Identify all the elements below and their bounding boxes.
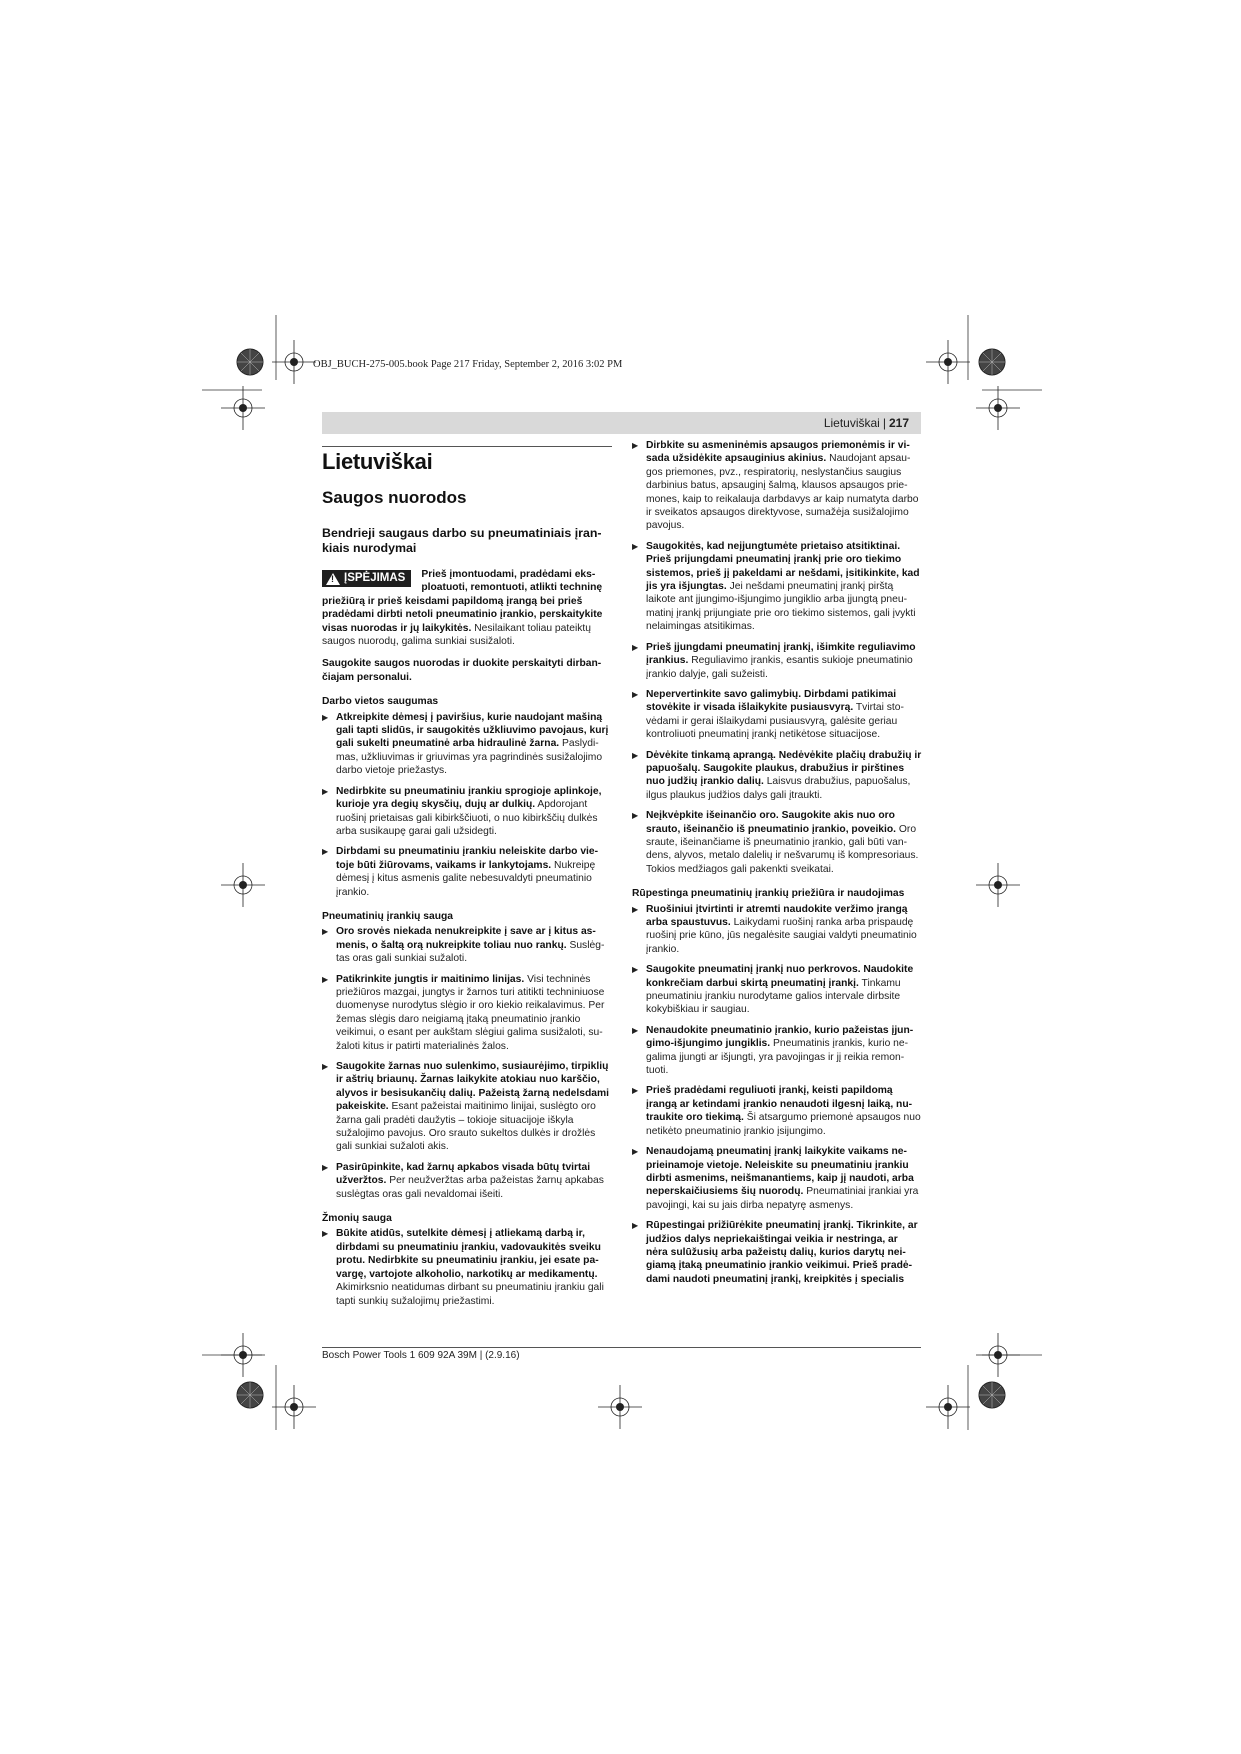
tool-care-heading: Rūpestinga pneumatinių įrankių priežiūra ir naudojimas xyxy=(632,888,905,900)
running-head-language: Lietuviškai xyxy=(823,416,880,430)
running-head xyxy=(322,412,921,434)
general-safety-heading: Bendrieji saugaus darbo su pneumatiniais įrankiais nurodymai xyxy=(322,526,602,555)
running-head-text xyxy=(824,416,909,430)
keep-instructions-text: Saugokite saugos nuorodas ir duokite perskaityti dirbančiajam personalui. xyxy=(322,658,602,683)
list-item: ▶ Dėvėkite tinkamą aprangą. Nedėvėkite plačių drabužių ir papuošalų. Saugokite plaukus, drabužius ir pirštines nuo judžių įrankio dalių. Laisvus drabužius, papuošalus, ilgus plaukus judžios dalys gali įtraukti. xyxy=(632,749,922,803)
warning-plain: Nesilaikant toliau pateiktų saugos nuorodų, galima sunkiai susižaloti. xyxy=(322,622,592,648)
list-item: ▶ Saugokite žarnas nuo sulenkimo, susiaurėjimo, tirpiklių ir aštrių briaunų. Žarnas laikykite atokiau nuo karščio, alyvos ir besisukančių dalių. Pažeistą žarną nedelsdami pakeiskite. Esant pažeistai maitinimo linijai, suslėgto oro žarna gali pradėti daužytis – tokioje situacijoje iškyla sužalojimo pavojus. Oro srauto sukeltos dulkės ir drožlės gali sunkiai sužaloti akis. xyxy=(322,1060,612,1154)
list-item: ▶ Pasirūpinkite, kad žarnų apkabos visada būtų tvirtai užveržtos. Per neužveržtas arba pažeistas žarnų apkabas suslėgtas oras gali nevaldomai išeiti. xyxy=(322,1161,612,1201)
warning-label: ĮSPĖJIMAS xyxy=(344,572,406,584)
list-item: ▶ Dirbkite su asmeninėmis apsaugos priemonėmis ir visada užsidėkite apsauginius akinius. Naudojant apsaugos priemones, pvz., respiratorių, neslystančius saugius darbinius batus, apsauginį šalmą, klausos apsaugos priemones, kaip to reikalauja darbdavys ar kaip numatyta darbo ir sveikatos apsaugos direktyvose, sumažėja susižalojimo pavojus. xyxy=(632,439,922,533)
warning-badge xyxy=(322,570,411,587)
workplace-list xyxy=(322,711,612,899)
list-item: ▶ Prieš įjungdami pneumatinį įrankį, išimkite reguliavimo įrankius. Reguliavimo įrankis, esantis sukioje pneumatinio įrankio dalyje, gali sužeisti. xyxy=(632,641,922,681)
pneumatic-safety-heading: Pneumatinių įrankių sauga xyxy=(322,910,454,922)
list-item: ▶ Patikrinkite jungtis ir maitinimo linijas. Visi techninės priežiūros mazgai, jungtys ir žarnos turi atitikti techniniuose duomenyse nurodytus slėgio ir oro kiekio reikalavimus. Per žemas slėgis daro neigiamą įtaką pneumatinio įrankio veikimui, o esant per aukštam slėgiui galima susižaloti, sužaloti kitus ir patirti materialinės žalos. xyxy=(322,973,612,1053)
list-item: ▶ Nedirbkite su pneumatiniu įrankiu sprogioje aplinkoje, kurioje yra degių skysčių, dujų ar dulkių. Apdorojant ruošinį prietaisas gali kibirkščiuoti, o nuo kibirkščių dulkės arba susikaupę garai gali užsidegti. xyxy=(322,785,612,839)
list-item: ▶ Ruošiniui įtvirtinti ir atremti naudokite veržimo įrangą arba spaustuvus. Laikydami ruošinį ranka arba prispaudę ruošinį prie kūno, jūs negalėsite saugiai valdyti pneumatinio įrankio. xyxy=(632,903,922,957)
section-title-safety: Saugos nuorodos xyxy=(322,488,467,507)
list-item: ▶ Prieš pradėdami reguliuoti įrankį, keisti papildomą įrangą ar ketindami įrankio nenaudoti ilgesnį laiką, nutraukite oro tiekimą. Ši atsargumo priemonė apsaugos nuo netikėto pneumatinio įrankio įsijungimo. xyxy=(632,1084,922,1138)
warning-bold: Prieš įmontuodami, pradėdami eksploatuoti, remontuoti, atlikti techninę priežiūrą ir prieš keisdami papildomą įrangą bei prieš pradėdami dirbti netoli pneumatinio įrankio, perskaitykite visas nuorodas ir jų laikykitės. xyxy=(322,569,603,634)
list-item: ▶ Atkreipkite dėmesį į paviršius, kurie naudojant mašiną gali tapti slidūs, ir saugokitės užkliuvimo pavojaus, kurį gali sukelti pneumatinė arba hidraulinė žarna. Paslydimas, užkliuvimas ir griuvimas yra pagrindinės susižalojimo darbo vietoje priežastys. xyxy=(322,711,612,778)
pneumatic-list xyxy=(322,925,612,1201)
warning-block xyxy=(322,568,612,648)
list-item: ▶ Nenaudokite pneumatinio įrankio, kurio pažeistas įjungimo-išjungimo jungiklis. Pneumatinis įrankis, kurio negalima įjungti ar išjungti, yra pavojingas ir jį reikia remontuoti. xyxy=(632,1024,922,1078)
list-item: ▶ Dirbdami su pneumatiniu įrankiu neleiskite darbo vietoje būti žiūrovams, vaikams ir lankytojams. Nukreipę dėmesį į kitus asmenis galite nebesuvaldyti pneumatinio įrankio. xyxy=(322,845,612,899)
list-item: ▶ Nenaudojamą pneumatinį įrankį laikykite vaikams neprieinamoje vietoje. Neleiskite su pneumatiniu įrankiu dirbti asmenims, neišmanantiems, kaip jį naudoti, arba neperskaičiusiems šių nuorodų. Pneumatiniai įrankiai yra pavojingi, kai su jais dirba nepatyrę asmenys. xyxy=(632,1145,922,1212)
list-item: ▶ Nepervertinkite savo galimybių. Dirbdami patikimai stovėkite ir visada išlaikykite pusiausvyrą. Tvirtai stovėdami ir gerai išlaikydami pusiausvyrą, galėsite geriau kontroliuoti pneumatinį įrankį netikėtose situacijose. xyxy=(632,688,922,742)
list-item: ▶ Neįkvėpkite išeinančio oro. Saugokite akis nuo oro srauto, išeinančio iš pneumatinio įrankio, poveikio. Oro sraute, išeinančiame iš pneumatinio įrankio, gali būti vandens, alyvos, metalo dalelių ir nešvarumų iš kompresoriaus. Tokios medžiagos gali pakenkti sveikatai. xyxy=(632,809,922,876)
list-item: ▶ Oro srovės niekada nenukreipkite į save ar į kitus asmenis, o šaltą orą nukreipkite toliau nuo rankų. Suslėgtas oras gali sunkiai sužaloti. xyxy=(322,925,612,965)
personal-safety-heading: Žmonių sauga xyxy=(322,1213,392,1225)
keep-instructions-note xyxy=(322,657,612,684)
list-item: ▶ Būkite atidūs, sutelkite dėmesį į atliekamą darbą ir, dirbdami su pneumatiniu įrankiu, vadovaukitės sveiku protu. Nedirbkite su pneumatiniu įrankiu, jei esate pavargę, vartojote alkoholio, narkotikų ar medikamentų. Akimirksnio neatidumas dirbant su pneumatiniu įrankiu gali tapti sunkių sužalojimų priežastimi. xyxy=(322,1227,612,1307)
footer-rule xyxy=(322,1347,921,1348)
page-title: Lietuviškai xyxy=(322,449,433,474)
personal-list xyxy=(322,1227,612,1307)
footer-text: Bosch Power Tools 1 609 92A 39M | (2.9.16) xyxy=(322,1350,520,1361)
page-number: 217 xyxy=(888,416,909,430)
workplace-safety-heading: Darbo vietos saugumas xyxy=(322,696,439,708)
list-item: ▶ Saugokite pneumatinį įrankį nuo perkrovos. Naudokite konkrečiam darbui skirtą pneumatinį įrankį. Tinkamu pneumatiniu įrankiu nurodytame galios intervale dirbsite kokybiškiau ir saugiau. xyxy=(632,963,922,1017)
tool-care-list xyxy=(632,903,922,1287)
book-info: OBJ_BUCH-275-005.book Page 217 Friday, September 2, 2016 3:02 PM xyxy=(313,359,623,370)
list-item: ▶ Rūpestingai prižiūrėkite pneumatinį įrankį. Tikrinkite, ar judžios dalys nepriekaištingai veikia ir nestringa, ar nėra sulūžusių arba pažeistų dalių, kurios darytų neigiamą įtaką pneumatinio įrankio veikimui. Prieš pradėdami naudoti pneumatinį įrankį, kreipkitės į specialis xyxy=(632,1219,922,1286)
right-column xyxy=(632,439,922,1286)
warning-triangle-icon: ! xyxy=(326,573,340,585)
running-head-separator: | xyxy=(882,416,886,430)
personal-list-continued xyxy=(632,439,922,876)
list-item: ▶ Saugokitės, kad neįjungtumėte prietaiso atsitiktinai. Prieš prijungdami pneumatinį įrankį prie oro tiekimo sistemos, prieš jį pakeldami ar nešdami, įsitikinkite, kad jis yra išjungtas. Jei nešdami pneumatinį įrankį pirštą laikote ant įjungimo-išjungimo jungiklio arba įjungtą pneumatinį įrankį prijungiate prie oro tiekimo sistemos, gali įvykti nelaimingas atsitikimas. xyxy=(632,540,922,634)
left-column xyxy=(322,441,612,1308)
